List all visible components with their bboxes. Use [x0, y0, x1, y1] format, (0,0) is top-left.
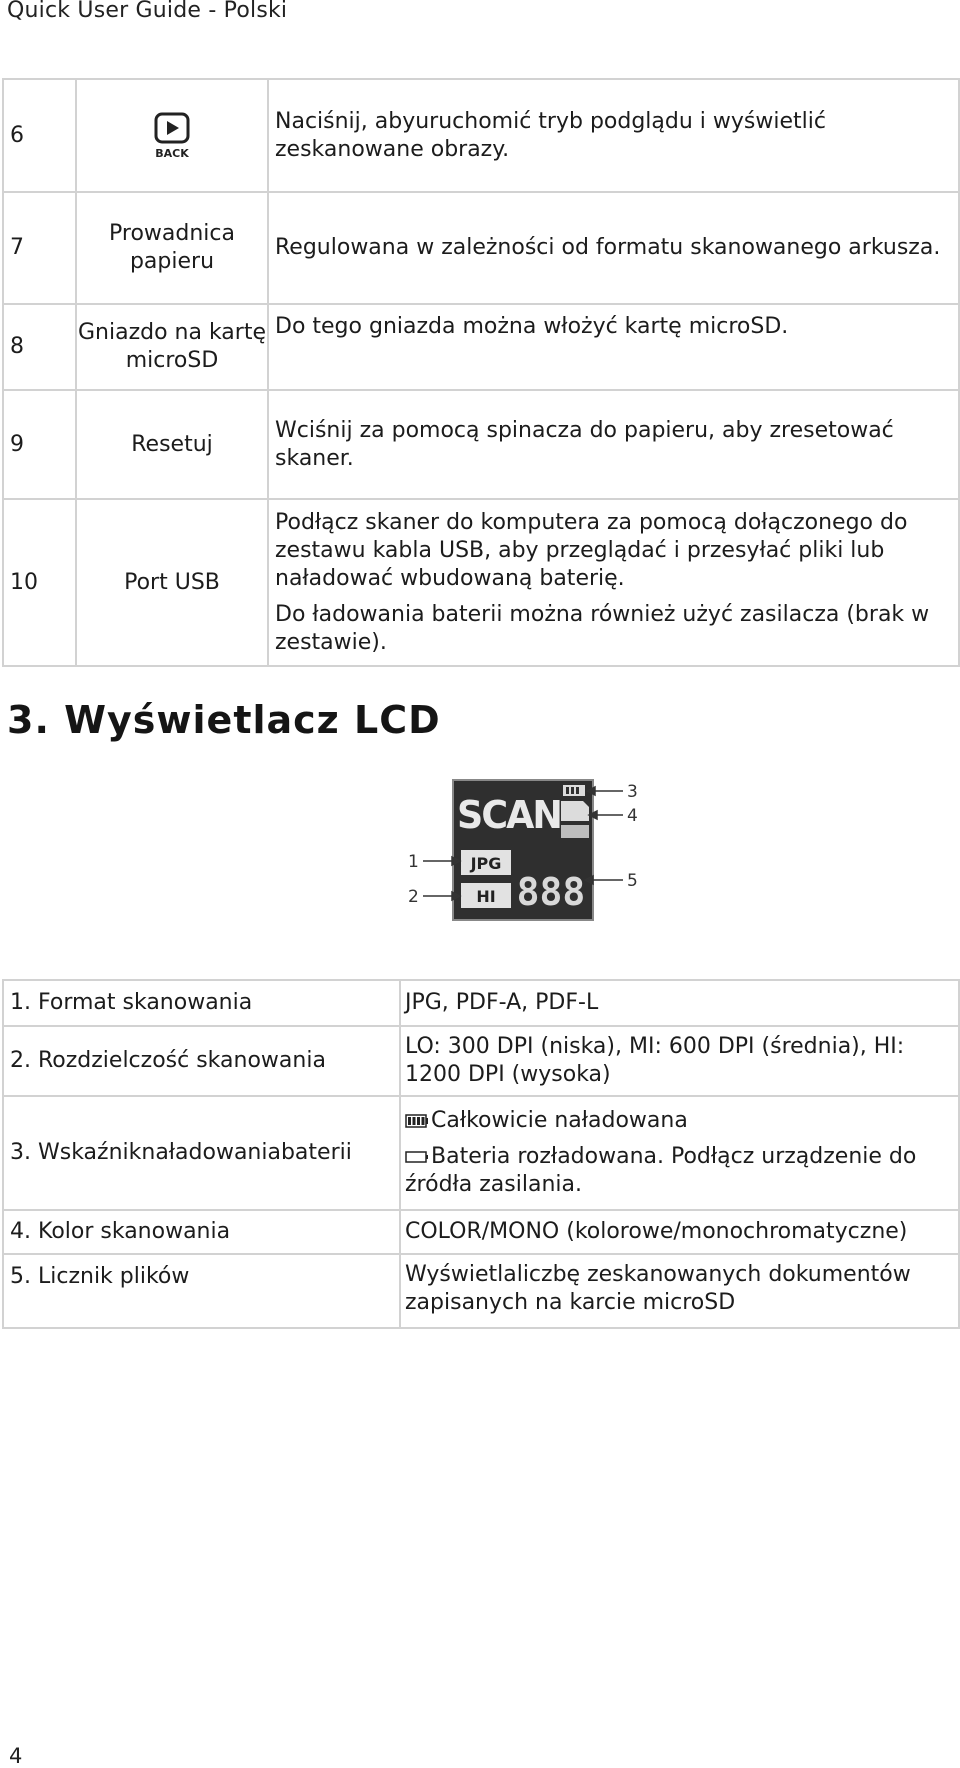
table-row — [3, 79, 959, 192]
part-icon-cell — [76, 79, 268, 192]
lcd-display-diagram — [403, 775, 643, 923]
part-name: Resetuj — [76, 390, 268, 499]
lcd-color-mode-icon — [561, 801, 589, 838]
part-name: Prowadnica papieru — [76, 192, 268, 304]
back-icon-label: BACK — [155, 146, 189, 160]
play-back-button-icon — [147, 111, 197, 161]
parts-table — [2, 78, 960, 667]
page-number: 4 — [9, 1744, 23, 1768]
callout-label-4: 4 — [627, 806, 638, 826]
part-description — [268, 390, 959, 499]
spec-value: LO: 300 DPI (niska), MI: 600 DPI (średnia), HI: 1200 DPI (wysoka) — [400, 1026, 959, 1096]
spec-label: 2. Rozdzielczość skanowania — [3, 1026, 400, 1096]
description-text: Regulowana w zależności od formatu skanowanego arkusza. — [275, 235, 941, 260]
description-text: Wciśnij za pomocą spinacza do papieru, aby zresetować skaner. — [275, 417, 894, 471]
description-text: Naciśnij, abyuruchomić tryb podglądu i wyświetlić zeskanowane obrazy. — [275, 108, 826, 162]
part-number: 10 — [3, 499, 76, 666]
table-row — [3, 499, 959, 666]
description-text: Do tego gniazda można włożyć kartę microSD. — [275, 314, 789, 339]
lcd-spec-table — [2, 979, 960, 1329]
part-name: Gniazdo na kartę microSD — [76, 304, 268, 390]
table-row — [3, 192, 959, 304]
battery-full-text: Całkowicie naładowana — [431, 1108, 688, 1133]
lcd-counter-digits: 888 — [516, 870, 586, 914]
lcd-format-text: JPG — [470, 854, 502, 873]
part-number: 6 — [3, 79, 76, 192]
description-text: Do ładowania baterii można również użyć zasilacza (brak w zestawie). — [275, 601, 930, 655]
part-name: Port USB — [76, 499, 268, 666]
lcd-resolution-text: HI — [476, 887, 496, 906]
spec-label: 3. Wskaźniknaładowaniabaterii — [3, 1096, 400, 1210]
part-number: 9 — [3, 390, 76, 499]
callout-label-1: 1 — [408, 852, 419, 872]
lcd-battery-icon — [563, 785, 585, 796]
battery-empty-text: Bateria rozładowana. Podłącz urządzenie do źródła zasilania. — [405, 1144, 917, 1197]
part-description — [268, 79, 959, 192]
table-row — [3, 390, 959, 499]
table-row — [3, 1210, 959, 1254]
battery-full-icon — [405, 1114, 429, 1128]
spec-label: 1. Format skanowania — [3, 980, 400, 1026]
section-title: 3. Wyświetlacz LCD — [7, 698, 441, 742]
table-row — [3, 980, 959, 1026]
spec-value: Wyświetlaliczbę zeskanowanych dokumentów zapisanych na karcie microSD — [400, 1254, 959, 1328]
spec-label: 4. Kolor skanowania — [3, 1210, 400, 1254]
spec-value: COLOR/MONO (kolorowe/monochromatyczne) — [400, 1210, 959, 1254]
spec-label: 5. Licznik plików — [3, 1254, 400, 1328]
callout-label-5: 5 — [627, 871, 638, 891]
part-number: 8 — [3, 304, 76, 390]
battery-empty-line — [405, 1143, 950, 1199]
table-row — [3, 1026, 959, 1096]
callout-label-2: 2 — [408, 887, 419, 907]
table-row — [3, 1254, 959, 1328]
part-number: 7 — [3, 192, 76, 304]
table-row — [3, 1096, 959, 1210]
part-description — [268, 192, 959, 304]
table-row — [3, 304, 959, 390]
battery-full-line — [405, 1107, 950, 1135]
callout-label-3: 3 — [627, 782, 638, 802]
part-description — [268, 499, 959, 666]
spec-value — [400, 1096, 959, 1210]
part-description — [268, 304, 959, 390]
spec-value: JPG, PDF-A, PDF-L — [400, 980, 959, 1026]
page-header-title: Quick User Guide - Polski — [7, 0, 288, 23]
lcd-scan-text: SCAN — [457, 793, 561, 837]
description-text: Podłącz skaner do komputera za pomocą dołączonego do zestawu kabla USB, aby przeglądać i przesyłać pliki lub naładować wbudowaną baterię. — [275, 509, 908, 591]
battery-empty-icon — [405, 1150, 429, 1164]
